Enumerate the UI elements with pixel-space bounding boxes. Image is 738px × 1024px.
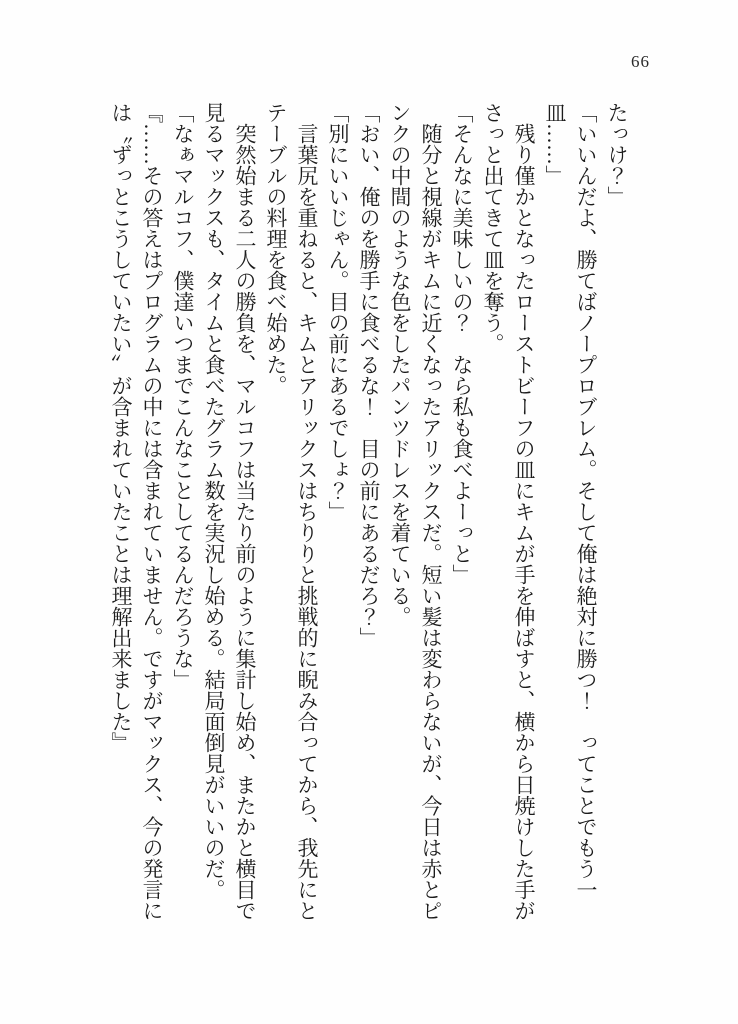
paragraph: たっけ？」 <box>605 102 629 207</box>
paragraph: 「なぁマルコフ、僕達いつまでこんなことしてるんだろうな」 <box>171 102 195 690</box>
paragraph: 突然始まる二人の勝負を、マルコフは当たり前のように集計し始め、またかと横目で見るマックスも、タイムと食べたグラム数を実況し始める。結局面倒見がいいのだ。 <box>202 102 257 921</box>
paragraph: 「いいんだよ、勝てばノープロブレム。そして俺は絶対に勝つ！ ってことでもう一皿……」 <box>543 102 598 900</box>
paragraph: 残り僅かとなったローストビーフの皿にキムが手を伸ばすと、横から日焼けした手がさっと出てきて皿を奪う。 <box>481 102 536 921</box>
text-block <box>105 102 632 922</box>
paragraph: 随分と視線がキムに近くなったアリックスだ。短い髪は変わらないが、今日は赤とピンクの中間のような色をしたパンツドレスを着ている。 <box>388 102 443 921</box>
paragraph: 『……その答えはプログラムの中には含まれていません。ですがマックス、今の発言には〝ずっとこうしていたい〟が含まれていたことは理解出来ました』 <box>109 102 164 921</box>
paragraph: 「別にいいじゃん。目の前にあるでしょ？」 <box>326 102 350 522</box>
paragraph: 「おい、俺のを勝手に食べるな！ 目の前にあるだろ？」 <box>357 102 381 648</box>
page-number: 66 <box>631 52 650 71</box>
paragraph: 「そんなに美味しいの？ なら私も食べよーっと」 <box>450 102 474 585</box>
paragraph: 言葉尻を重ねると、キムとアリックスはちりりと挑戦的に睨み合ってから、我先にとテーブルの料理を食べ始めた。 <box>264 102 319 921</box>
